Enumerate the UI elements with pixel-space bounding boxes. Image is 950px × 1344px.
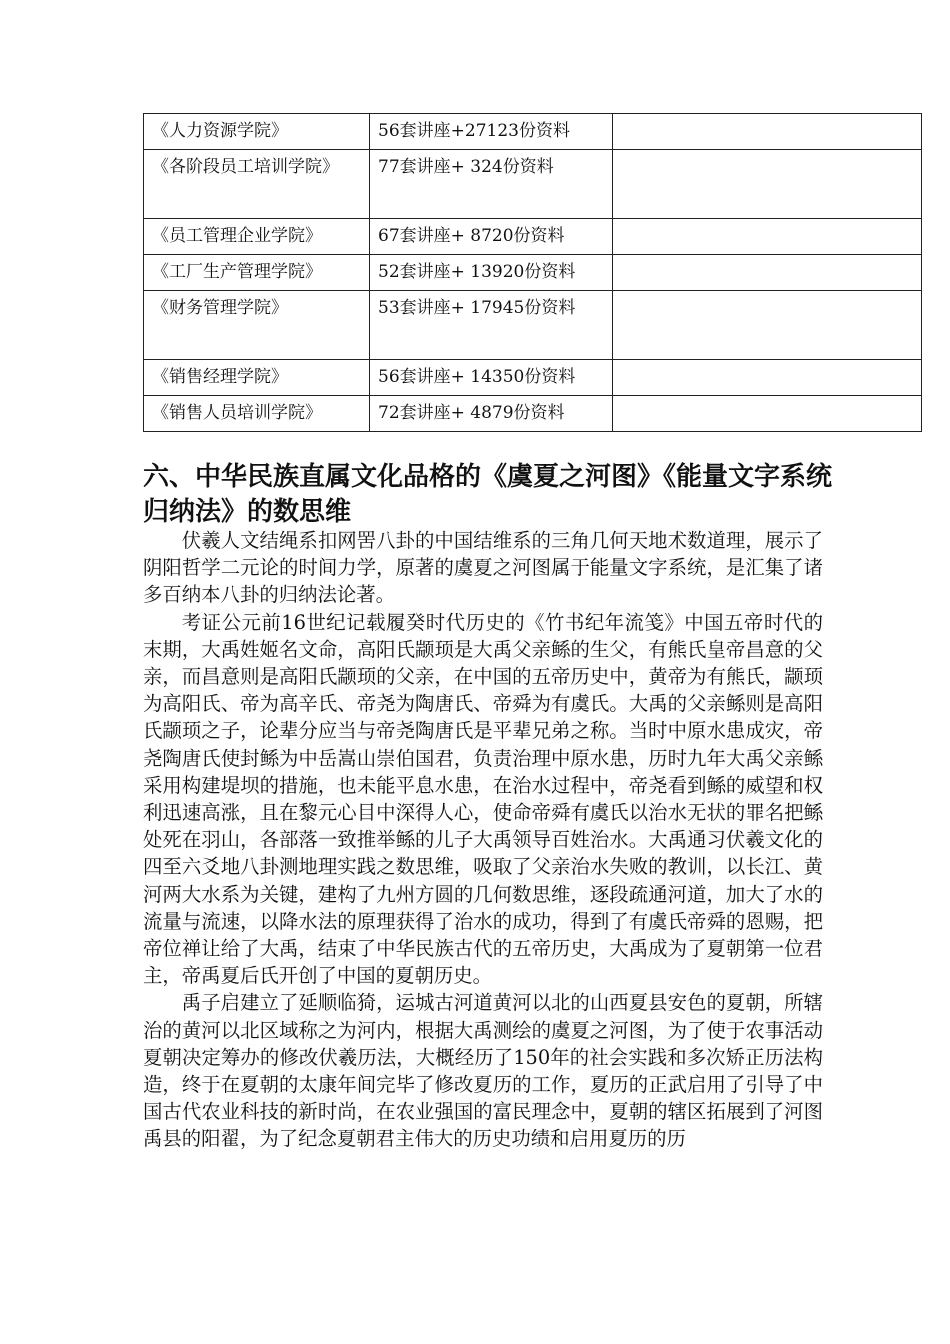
section-body	[143, 527, 823, 1153]
course-name-cell: 《财务管理学院》	[144, 291, 370, 360]
course-name-cell: 《各阶段员工培训学院》	[144, 150, 370, 219]
table-row	[144, 150, 922, 219]
course-note-cell	[613, 291, 922, 360]
course-content-cell: 53套讲座+ 17945份资料	[370, 291, 613, 360]
course-content-cell: 56套讲座+ 14350份资料	[370, 360, 613, 396]
paragraph: 禹子启建立了延顺临猗，运城古河道黄河以北的山西夏县安色的夏朝，所辖治的黄河以北区域称之为河内，根据大禹测绘的虞夏之河图，为了使于农事活动夏朝决定筹办的修改伏羲历法，大概经历了150年的社会实践和多次矫正历法构造，终于在夏朝的太康年间完毕了修改夏历的工作，夏历的正武启用了引导了中国古代农业科技的新时尚，在农业强国的富民理念中，夏朝的辖区拓展到了河图禹县的阳翟，为了纪念夏朝君主伟大的历史功绩和启用夏历的历	[143, 991, 823, 1151]
paragraph: 伏羲人文结绳系扣网罟八卦的中国结维系的三角几何天地术数道理，展示了阴阳哲学二元论的时间力学，原著的虞夏之河图属于能量文字系统，是汇集了诸多百纳本八卦的归纳法论著。	[143, 529, 823, 607]
table-row	[144, 291, 922, 360]
course-content-cell: 67套讲座+ 8720份资料	[370, 219, 613, 255]
course-name-cell: 《销售经理学院》	[144, 360, 370, 396]
course-content-cell: 52套讲座+ 13920份资料	[370, 255, 613, 291]
course-name-cell: 《销售人员培训学院》	[144, 396, 370, 432]
course-name-cell: 《工厂生产管理学院》	[144, 255, 370, 291]
table-row	[144, 114, 922, 150]
table-row	[144, 396, 922, 432]
paragraph: 考证公元前16世纪记载履癸时代历史的《竹书纪年流笺》中国五帝时代的末期，大禹姓姬名文命，高阳氏颛顼是大禹父亲鲧的生父，有熊氏皇帝昌意的父亲，而昌意则是高阳氏颛顼的父亲，在中国的五帝历史中，黄帝为有熊氏，颛顼为高阳氏、帝为高辛氏、帝尧为陶唐氏、帝舜为有虞氏。大禹的父亲鲧则是高阳氏颛顼之子，论辈分应当与帝尧陶唐氏是平辈兄弟之称。当时中原水患成灾，帝尧陶唐氏使封鲧为中岳嵩山崇伯国君，负责治理中原水患，历时九年大禹父亲鲧采用构建堤坝的措施，也未能平息水患，在治水过程中，帝尧看到鲧的威望和权利迅速高涨，且在黎元心目中深得人心，使命帝舜有虞氏以治水无状的罪名把鲧处死在羽山，各部落一致推举鲧的儿子大禹领导百姓治水。大禹通习伏羲文化的四至六爻地八卦测地理实践之数思维，吸取了父亲治水失败的教训，以长江、黄河两大水系为关键，建构了九州方圆的几何数思维，逐段疏通河道，加大了水的流量与流速，以降水法的原理获得了治水的成功，得到了有虞氏帝舜的恩赐，把帝位禅让给了大禹，结束了中华民族古代的五帝历史，大禹成为了夏朝第一位君主，帝禹夏后氏开创了中国的夏朝历史。	[143, 610, 823, 988]
table-row	[144, 360, 922, 396]
course-note-cell	[613, 255, 922, 291]
course-name-cell: 《员工管理企业学院》	[144, 219, 370, 255]
course-content-cell: 72套讲座+ 4879份资料	[370, 396, 613, 432]
course-note-cell	[613, 150, 922, 219]
table-row	[144, 255, 922, 291]
course-note-cell	[613, 360, 922, 396]
course-content-cell: 56套讲座+27123份资料	[370, 114, 613, 150]
course-table	[143, 113, 922, 432]
section-heading: 六、中华民族直属文化品格的《虞夏之河图》《能量文字系统归纳法》的数思维	[143, 462, 833, 527]
course-name-cell: 《人力资源学院》	[144, 114, 370, 150]
course-note-cell	[613, 396, 922, 432]
table-row	[144, 219, 922, 255]
course-note-cell	[613, 219, 922, 255]
course-note-cell	[613, 114, 922, 150]
course-content-cell: 77套讲座+ 324份资料	[370, 150, 613, 219]
